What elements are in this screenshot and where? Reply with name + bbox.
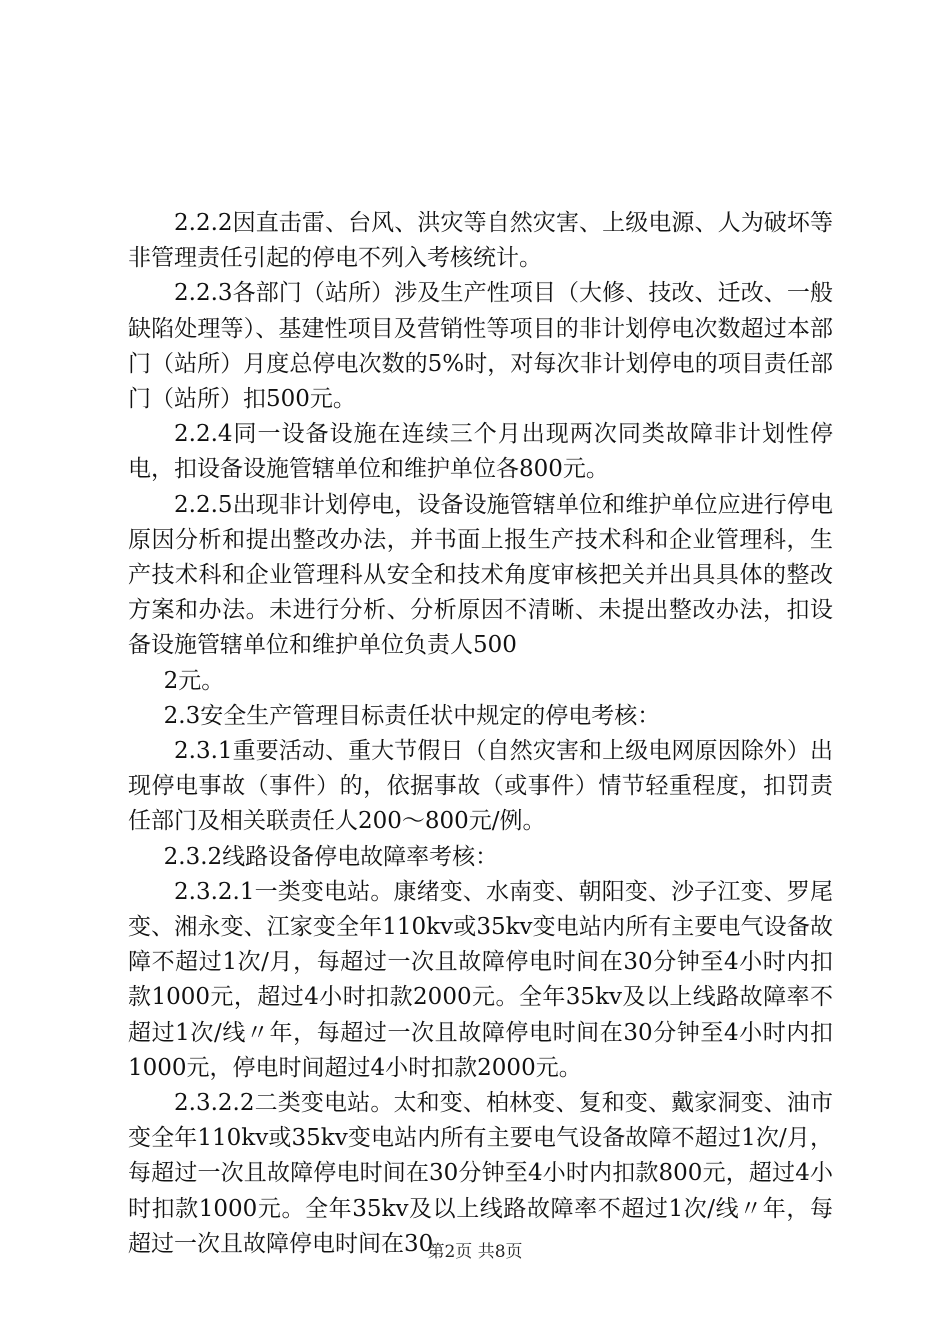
paragraph-2-3-2-2: 2.3.2.2二类变电站。太和变、柏林变、复和变、戴家洞变、油市变全年110kv或35kv变电站内所有主要电气设备故障不超过1次/月，每超过一次且故障停电时间在30分钟至4小时内扣款800元，超过4小时扣款1000元。全年35kv及以上线路故障率不超过1次/线〃年，每超过一次且故障停电时间在30 xyxy=(128,1090,833,1257)
paragraph-2-3: 2.3安全生产管理目标责任状中规定的停电考核： xyxy=(163,702,661,729)
page-footer xyxy=(0,1240,950,1264)
paragraph-2-2-5-tail: 2元。 xyxy=(163,667,225,694)
paragraph-2-3-1: 2.3.1重要活动、重大节假日（自然灾害和上级电网原因除外）出现停电事故（事件）的，依据事故（或事件）情节轻重程度，扣罚责任部门及相关联责任人200～800元/例。 xyxy=(128,738,833,835)
paragraph-2-2-4: 2.2.4同一设备设施在连续三个月出现两次同类故障非计划性停电，扣设备设施管辖单位和维护单位各800元。 xyxy=(128,421,833,483)
paragraph-2-2-5: 2.2.5出现非计划停电，设备设施管辖单位和维护单位应进行停电原因分析和提出整改办法，并书面上报生产技术科和企业管理科，生产技术科和企业管理科从安全和技术角度审核把关并出具具体的整改方案和办法。未进行分析、分析原因不清晰、未提出整改办法，扣设备设施管辖单位和维护单位负责人500 xyxy=(128,491,833,659)
paragraph-2-3-2-1: 2.3.2.1一类变电站。康绪变、水南变、朝阳变、沙子江变、罗尾变、湘永变、江家变全年110kv或35kv变电站内所有主要电气设备故障不超过1次/月，每超过一次且故障停电时间在30分钟至4小时内扣款1000元，超过4小时扣款2000元。全年35kv及以上线路故障率不超过1次/线〃年，每超过一次且故障停电时间在30分钟至4小时内扣1000元，停电时间超过4小时扣款2000元。 xyxy=(128,878,833,1081)
document-body xyxy=(128,206,833,1262)
paragraph-2-2-3: 2.2.3各部门（站所）涉及生产性项目（大修、技改、迁改、一般缺陷处理等）、基建性项目及营销性等项目的非计划停电次数超过本部门（站所）月度总停电次数的5%时，对每次非计划停电的项目责任部门（站所）扣500元。 xyxy=(128,280,833,413)
paragraph-2-3-2: 2.3.2线路设备停电故障率考核： xyxy=(163,843,499,870)
page-number-label: 第2页 共8页 xyxy=(427,1242,523,1262)
paragraph-2-2-2: 2.2.2因直击雷、台风、洪灾等自然灾害、上级电源、人为破坏等非管理责任引起的停电不列入考核统计。 xyxy=(128,210,833,272)
